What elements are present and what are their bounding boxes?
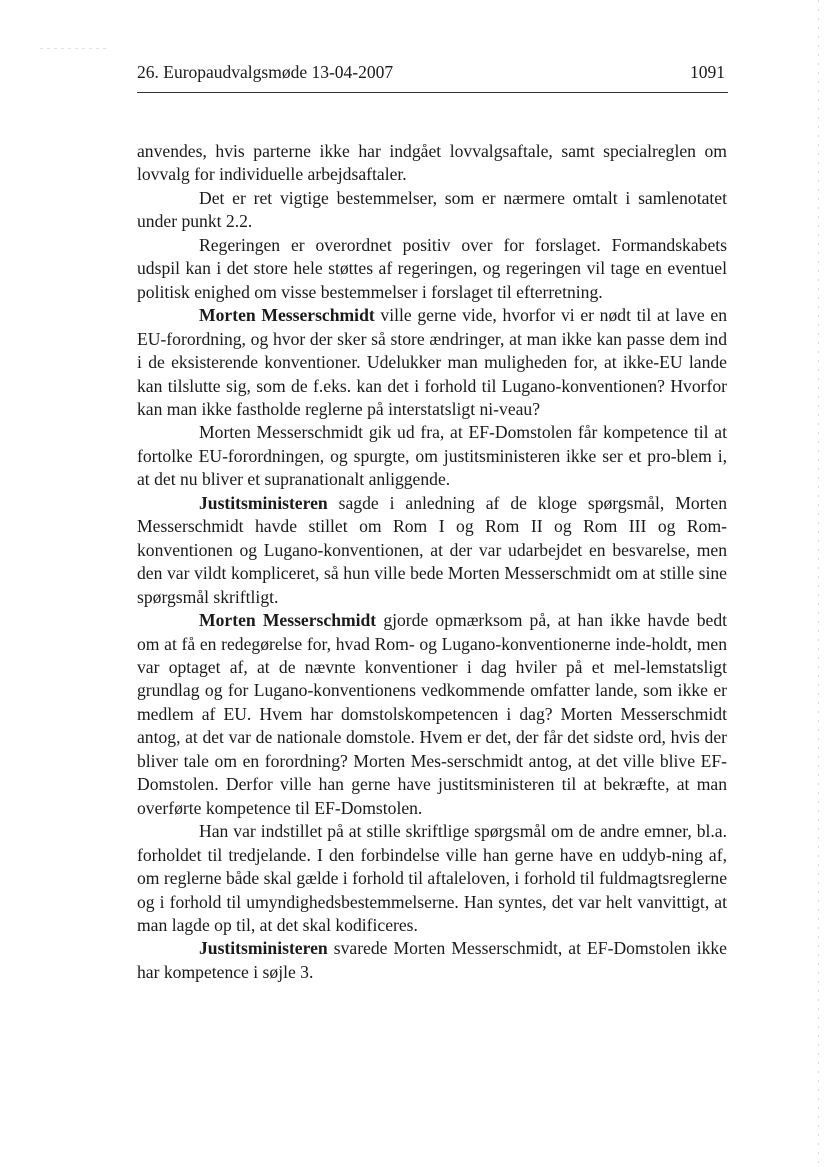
paragraph: Morten Messerschmidt gik ud fra, at EF-Domstolen får kompetence til at fortolke EU-forordningen, og spurgte, om justitsministeren ikke ser et pro-blem i, at det nu bliver et supranationalt anliggende. (137, 422, 727, 490)
paragraph-text: ville gerne vide, hvorfor vi er nødt til at lave en EU-forordning, og hvor der sker så store ændringer, at man ikke kan passe dem ind i de eksisterende konventioner. Udelukker man muligheden for, at ikke-EU lande kan tilslutte sig, som de f.eks. kan det i forhold til Lugano-konventionen? Hvorfor kan man ikke fastholde reglerne på interstatsligt ni-veau? (137, 305, 727, 419)
paragraph-text: svarede Morten Messerschmidt, at EF-Domstolen ikke har kompetence i søjle 3. (137, 938, 727, 982)
paragraph (137, 492, 727, 609)
speaker-name: Morten Messerschmidt (199, 305, 375, 326)
document-body (137, 140, 727, 984)
paragraph: Det er ret vigtige bestemmelser, som er nærmere omtalt i samlenotatet under punkt 2.2. (137, 187, 727, 232)
page-header (137, 62, 727, 86)
page-number: 1091 (690, 62, 725, 82)
paragraph (137, 609, 727, 820)
running-title: 26. Europaudvalgsmøde 13-04-2007 (137, 62, 394, 82)
paragraph: anvendes, hvis parterne ikke har indgået lovvalgsaftale, samt specialreglen om lovvalg for individuelle arbejdsaftaler. (137, 141, 727, 185)
speaker-name: Morten Messerschmidt (199, 610, 377, 631)
paragraph: Regeringen er overordnet positiv over for forslaget. Formandskabets udspil kan i det store hele støttes af regeringen, og regeringen vil tage en eventuel politisk enighed om visse bestemmelser i forslaget til efterretning. (137, 234, 727, 302)
paragraph (137, 304, 727, 421)
speaker-name: Justitsministeren (199, 938, 328, 959)
scan-artifact (40, 48, 110, 49)
paragraph: Han var indstillet på at stille skriftlige spørgsmål om de andre emner, bl.a. forholdet til tredjelande. I den forbindelse ville han gerne have en uddyb-ning af, om reglerne både skal gælde i forhold til aftaleloven, i forhold til fuldmagtsreglerne og i forhold til umyndighedsbestemmelserne. Han syntes, det var helt vanvittigt, at man lagde op til, at det skal kodificeres. (137, 821, 727, 935)
paragraph (137, 937, 727, 984)
paragraph-text: sagde i anledning af de kloge spørgsmål, Morten Messerschmidt havde stillet om Rom I og Rom II og Rom III og Rom-konventionen og Lugano-konventionen, at der var udarbejdet en besvarelse, men den var vildt kompliceret, så hun ville bede Morten Messerschmidt om at stille sine spørgsmål skriftligt. (137, 492, 727, 607)
header-rule (137, 92, 728, 93)
scan-edge (818, 0, 819, 1167)
paragraph-text: gjorde opmærksom på, at han ikke havde bedt om at få en redegørelse for, hvad Rom- og Lugano-konventionerne inde-holdt, men var optaget af, at de nævnte konventioner i dag hviler på et mel-lemstatsligt grundlag og for Lugano-konventionens vedkommende omfatter lande, som ikke er medlem af EU. Hvem har domstolskompetencen i dag? Morten Messerschmidt antog, at det var de nationale domstole. Hvem er det, der får det sidste ord, hvis der bliver tale om en forordning? Morten Mes-serschmidt antog, at det ville blive EF-Domstolen. Derfor ville han gerne have justitsministeren til at bekræfte, at man overførte kompetence til EF-Domstolen. (137, 610, 727, 818)
speaker-name: Justitsministeren (199, 492, 328, 513)
